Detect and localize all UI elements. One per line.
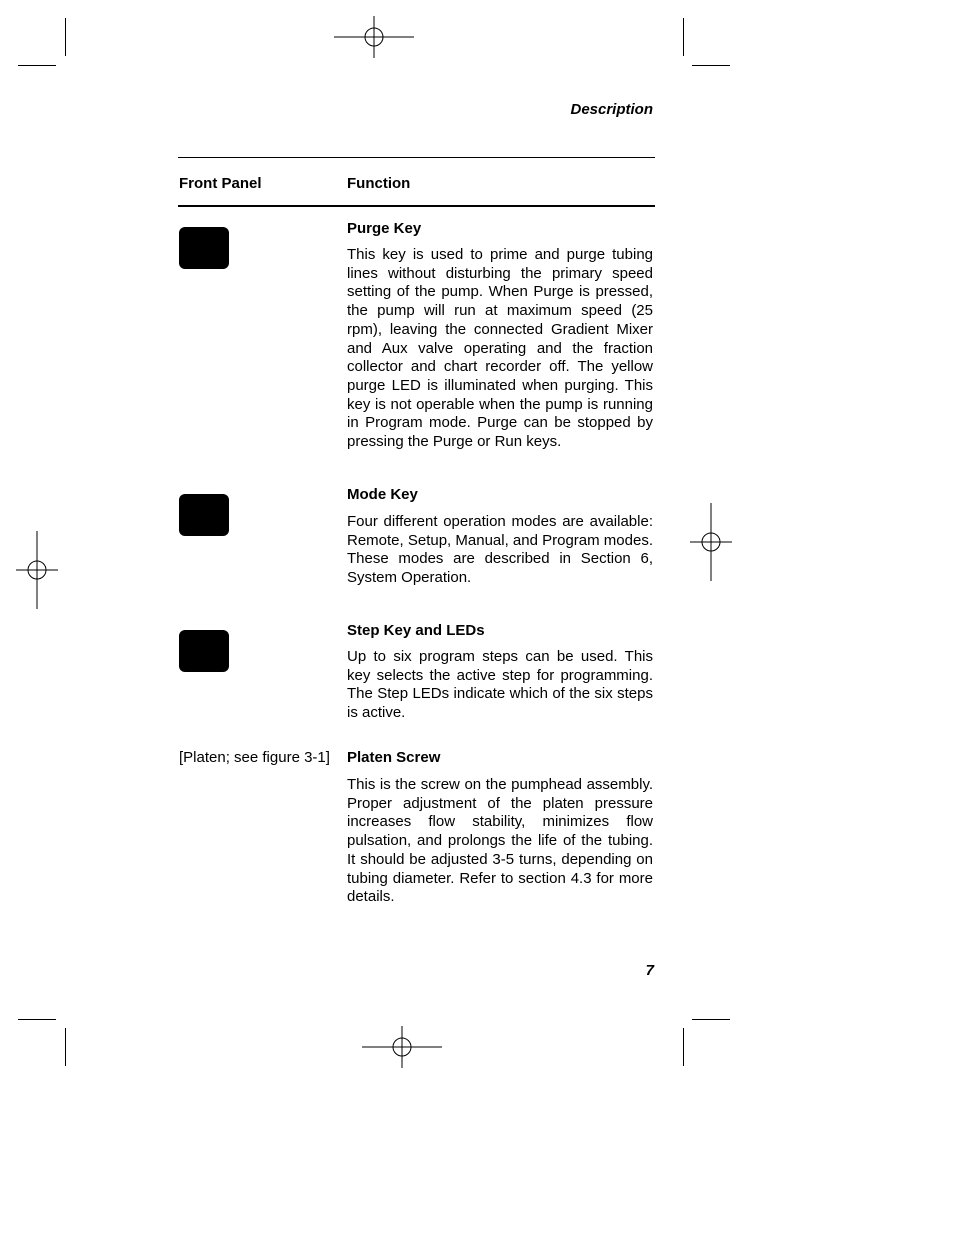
registration-mark-icon	[16, 531, 58, 609]
crop-mark	[692, 65, 730, 66]
entry-title-purge-key: Purge Key	[347, 220, 422, 237]
crop-mark	[692, 1019, 730, 1020]
registration-mark-icon	[690, 503, 732, 581]
crop-mark	[18, 1019, 56, 1020]
registration-mark-icon	[362, 1026, 442, 1068]
panel-reference-platen: [Platen; see figure 3-1]	[179, 749, 330, 766]
crop-mark	[65, 18, 66, 56]
crop-mark	[683, 1028, 684, 1066]
column-header-front-panel: Front Panel	[179, 175, 262, 192]
entry-body-step-key: Up to six program steps can be used. This key selects the active step for programming. The Step LEDs indicate which of the six steps is active.	[347, 648, 653, 722]
mode-key-icon	[179, 494, 229, 536]
entry-body-purge-key: This key is used to prime and purge tubing lines without disturbing the primary speed setting of the pump. When Purge is pressed, the pump will run at maximum speed (25 rpm), leaving the connected Gradient Mixer and Aux valve operating and the fraction collector and chart recorder off. The yellow purge LED is illuminated when purging. This key is not operable when the pump is running in Program mode. Purge can be stopped by pressing the Purge or Run keys.	[347, 246, 653, 451]
step-key-icon	[179, 630, 229, 672]
entry-title-step-key: Step Key and LEDs	[347, 622, 485, 639]
running-header: Description	[570, 101, 653, 118]
crop-mark	[18, 65, 56, 66]
crop-mark	[683, 18, 684, 56]
entry-title-mode-key: Mode Key	[347, 486, 418, 503]
table-top-rule	[178, 157, 655, 158]
purge-key-icon	[179, 227, 229, 269]
entry-body-platen-screw: This is the screw on the pumphead assembly. Proper adjustment of the platen pressure increases flow stability, minimizes flow pulsation, and prolongs the life of the tubing. It should be adjusted 3-5 turns, depending on tubing diameter. Refer to section 4.3 for more details.	[347, 776, 653, 906]
entry-body-mode-key: Four different operation modes are available: Remote, Setup, Manual, and Program modes. These modes are described in Section 6, System Operation.	[347, 513, 653, 587]
table-header-rule	[178, 205, 655, 207]
entry-title-platen-screw: Platen Screw	[347, 749, 441, 766]
registration-mark-icon	[334, 16, 414, 58]
page-number: 7	[645, 962, 654, 979]
crop-mark	[65, 1028, 66, 1066]
column-header-function: Function	[347, 175, 411, 192]
